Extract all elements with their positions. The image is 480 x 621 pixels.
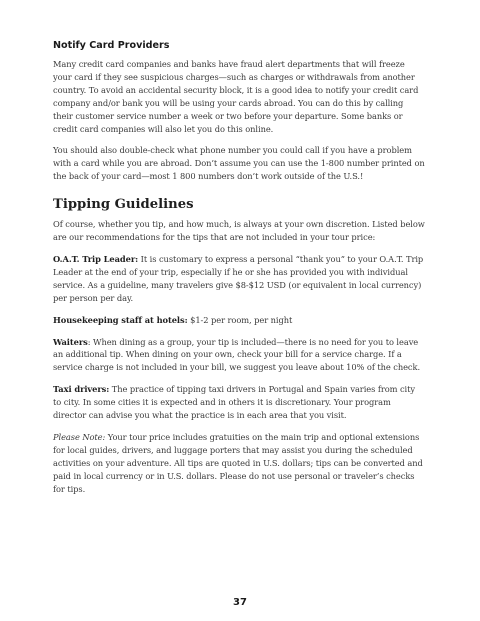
tip-item-waiters xyxy=(53,336,425,375)
notify-paragraph-2: You should also double-check what phone number you could call if you have a problem with a card while you are abroad. Don’t assume you can use the 1-800 number printed on the back of your card—most 1 800 numbers don’t work outside of the U.S.! xyxy=(53,145,425,182)
tip-item-lead: O.A.T. Trip Leader: xyxy=(53,253,139,264)
tip-item-lead: Waiters xyxy=(53,336,88,347)
page-number: 37 xyxy=(233,597,247,608)
please-note-text: Your tour price includes gratuities on the main trip and optional extensions for local guides, drivers, and luggage porters that may assist you during the scheduled activities on your adventure. All tips are quoted in U.S. dollars; tips can be converted and paid in local currency or in U.S. dollars. Please do not use personal or traveler’s checks for tips. xyxy=(53,431,423,494)
document-page xyxy=(53,40,425,504)
tip-item-taxi-drivers xyxy=(53,383,425,422)
notify-paragraph-1: Many credit card companies and banks have fraud alert departments that will freeze your card if they see suspicious charges—such as charges or withdrawals from another country. To avoid an accidental security block, it is a good idea to notify your credit card company and/or bank you will be using your cards abroad. You can do this by calling their customer service number a week or two before your departure. Some banks or credit card companies will also let you do this online. xyxy=(53,59,419,134)
tip-item-housekeeping xyxy=(53,314,425,327)
tipping-guidelines-heading: Tipping Guidelines xyxy=(53,197,194,213)
tip-item-lead: Housekeeping staff at hotels: xyxy=(53,314,188,325)
tipping-intro: Of course, whether you tip, and how much, is always at your own discretion. Listed below are our recommendations for the tips that are not included in your tour price: xyxy=(53,219,425,243)
tip-item-text: The practice of tipping taxi drivers in Portugal and Spain varies from city to city. In some cities it is expected and in others it is discretionary. Your program director can advise you what the practice is in each area that you visit. xyxy=(53,384,415,421)
tip-item-text: $1-2 per room, per night xyxy=(187,314,293,325)
tip-item-lead: Taxi drivers: xyxy=(53,384,110,395)
tip-item-text: It is customary to express a personal “thank you” to your O.A.T. Trip Leader at the end of your trip, especially if he or she has provided you with individual service. As a guideline, many travelers give $8-$12 USD (or equivalent in local currency) per person per day. xyxy=(53,253,424,303)
tip-item-text: : When dining as a group, your tip is included—there is no need for you to leave an additional tip. When dining on your own, check your bill for a service charge. If a service charge is not included in your bill, we suggest you leave about 10% of the check. xyxy=(53,336,420,373)
please-note-paragraph xyxy=(53,431,425,496)
please-note-lead: Please Note: xyxy=(53,431,106,442)
tip-item-trip-leader xyxy=(53,253,425,305)
notify-card-providers-heading: Notify Card Providers xyxy=(53,40,170,51)
